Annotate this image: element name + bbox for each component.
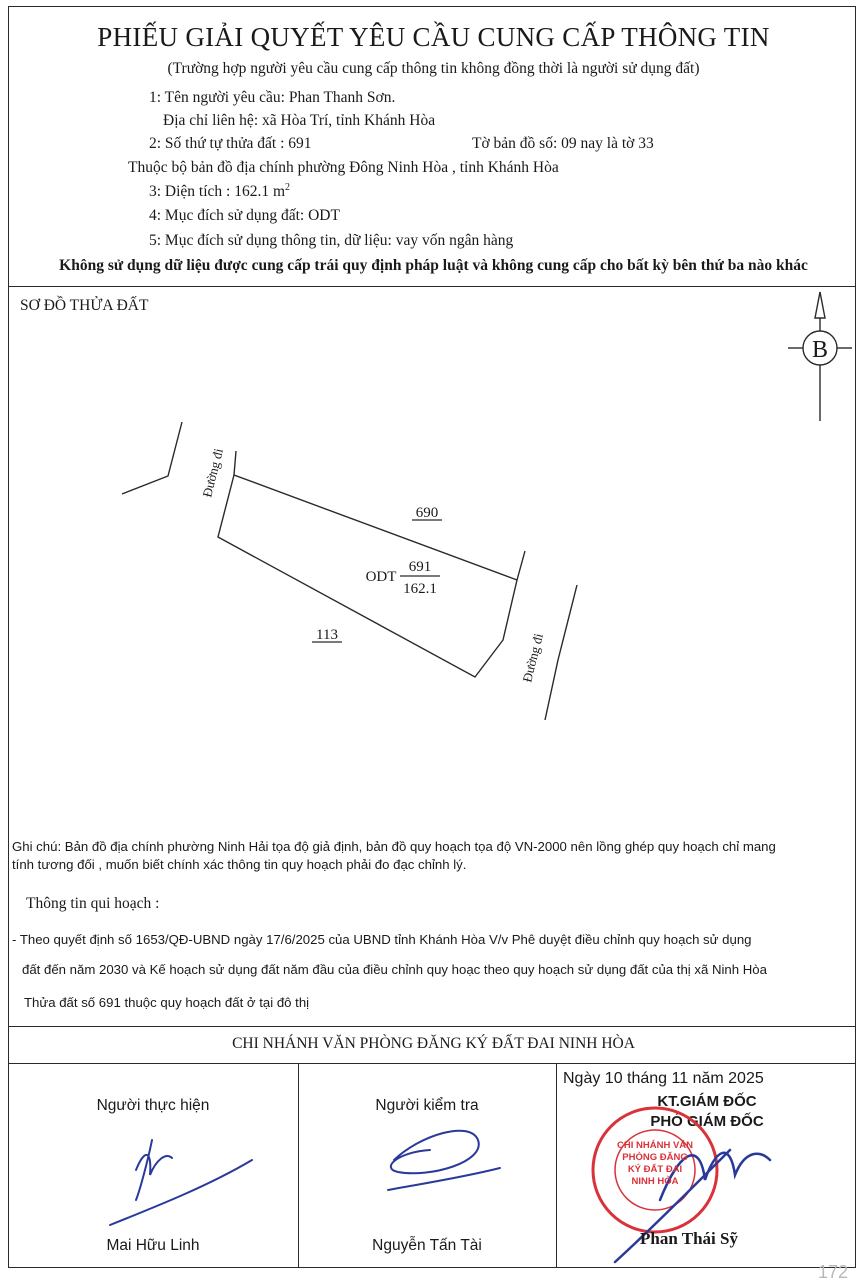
checker-signature-icon [388, 1131, 500, 1190]
performer-signature-icon [110, 1140, 252, 1225]
requester-line: 1: Tên người yêu cầu: Phan Thanh Sơn. [149, 89, 396, 106]
checker-name: Nguyễn Tấn Tài [372, 1237, 482, 1254]
document-subtitle: (Trường hợp người yêu cầu cung cấp thông tin không đồng thời là người sử dụng đất) [167, 60, 700, 77]
checker-role: Người kiểm tra [375, 1097, 479, 1114]
neighbor-bottom-label: 113 [316, 627, 338, 643]
road-label-right: Đường đi [519, 631, 546, 684]
planning-line-1: - Theo quyết định số 1653/QĐ-UBND ngày 17/6/2025 của UBND tỉnh Khánh Hòa V/v Phê duyệt điều chỉnh quy hoạch sử dụng [12, 932, 752, 947]
planning-line-2: đất đến năm 2030 và Kế hoạch sử dụng đất năm đầu của điều chỉnh quy hoạc theo quy hoạch sử dụng đất của thị xã Ninh Hòa [22, 962, 767, 977]
area-label: 3: Diện tích : 162.1 m [149, 183, 286, 201]
document-title: PHIẾU GIẢI QUYẾT YÊU CẦU CUNG CẤP THÔNG TIN [97, 22, 770, 52]
note-line-2: tính tương đối , muốn biết chính xác thông tin quy hoạch phải đo đạc chỉnh lý. [12, 857, 467, 872]
map-sheet-line: Tờ bản đồ số: 09 nay là tờ 33 [472, 135, 654, 152]
office-name: CHI NHÁNH VĂN PHÒNG ĐĂNG KÝ ĐẤT ĐAI NINH HÒA [232, 1035, 635, 1052]
area-superscript: 2 [285, 182, 291, 193]
parcel-use-label: ODT [365, 569, 397, 585]
cadastral-line: Thuộc bộ bản đồ địa chính phường Đông Ninh Hòa , tỉnh Khánh Hòa [128, 159, 559, 176]
stamp-text: CHI NHÁNH VĂN PHÒNG ĐĂNG KÝ ĐẤT ĐAI NINH HÒA [617, 1140, 693, 1187]
director-name: Phan Thái Sỹ [640, 1229, 738, 1248]
parcel-number-label: 691 [408, 559, 432, 575]
usage-warning: Không sử dụng dữ liệu được cung cấp trái quy định pháp luật và không cung cấp cho bất kỳ bên thứ ba nào khác [59, 257, 808, 274]
planning-title: Thông tin qui hoạch : [26, 895, 160, 912]
parcel-line: 2: Số thứ tự thửa đất : 691 [149, 135, 312, 152]
page-number: 172 [818, 1262, 849, 1282]
address-line: Địa chỉ liên hệ: xã Hòa Trí, tỉnh Khánh Hòa [163, 112, 436, 129]
note-line-1: Ghi chú: Bản đồ địa chính phường Ninh Hải tọa độ giả định, bản đồ quy hoạch tọa độ VN-2000 nên lồng ghép quy hoạch chỉ mang [12, 839, 776, 854]
diagram-title: SƠ ĐỒ THỬA ĐẤT [20, 297, 149, 314]
road-label-left: Đường đi [199, 446, 226, 499]
performer-role: Người thực hiện [96, 1097, 210, 1114]
info-use-line: 5: Mục đích sử dụng thông tin, dữ liệu: vay vốn ngân hàng [149, 232, 514, 249]
signing-date: Ngày 10 tháng 11 năm 2025 [563, 1070, 764, 1087]
parcel-area-label: 162.1 [403, 581, 437, 597]
north-letter: B [811, 337, 829, 363]
performer-name: Mai Hữu Linh [106, 1237, 200, 1254]
planning-line-3: Thửa đất số 691 thuộc quy hoạch đất ở tại đô thị [24, 995, 310, 1010]
neighbor-top-label: 690 [415, 505, 439, 521]
land-use-line: 4: Mục đích sử dụng đất: ODT [149, 207, 340, 224]
director-line-1: KT.GIÁM ĐỐC [657, 1093, 757, 1110]
director-line-2: PHÓ GIÁM ĐỐC [650, 1113, 764, 1130]
